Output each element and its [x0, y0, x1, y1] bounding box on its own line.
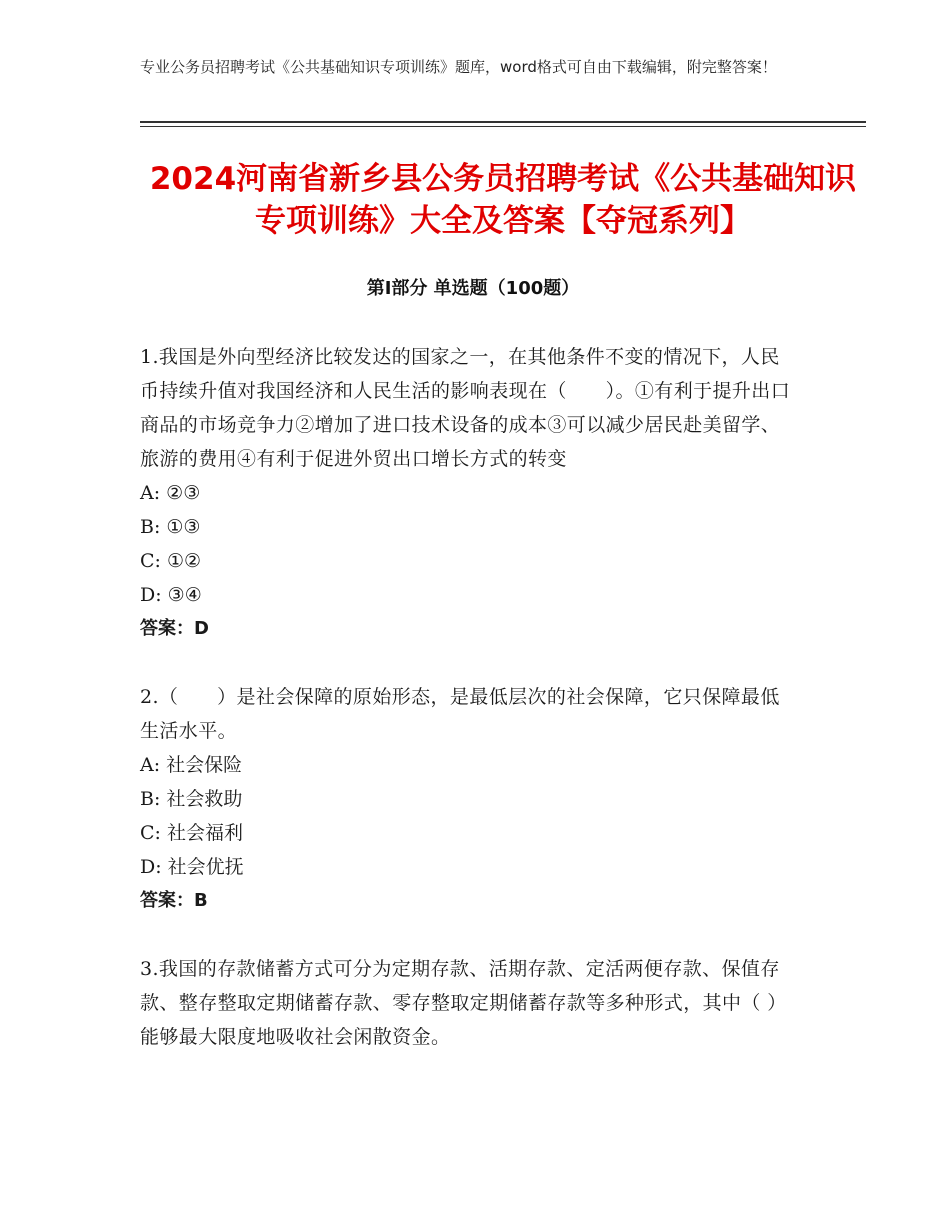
option-d: D: 社会优抚 — [140, 856, 244, 878]
answer: 答案：B — [140, 890, 208, 911]
option-a: A: ②③ — [140, 482, 201, 504]
question-text: 3.我国的存款储蓄方式可分为定期存款、活期存款、定活两便存款、保值存款、整存整取定期储蓄存款、零存整取定期储蓄存款等多种形式，其中（ ）能够最大限度地吸收社会闲散资金。 — [140, 958, 787, 1048]
question-1 — [140, 340, 796, 646]
header-divider-thin — [140, 126, 866, 127]
answer: 答案：D — [140, 618, 209, 639]
question-text: 2.（ ）是社会保障的原始形态，是最低层次的社会保障，它只保障最低生活水平。 — [140, 686, 780, 742]
option-b: B: ①③ — [140, 516, 201, 538]
option-d: D: ③④ — [140, 584, 202, 606]
question-text: 1.我国是外向型经济比较发达的国家之一，在其他条件不变的情况下，人民币持续升值对我国经济和人民生活的影响表现在（ ）。①有利于提升出口商品的市场竞争力②增加了进口技术设备的成本③可以减少居民赴美留学、旅游的费用④有利于促进外贸出口增长方式的转变 — [140, 346, 791, 470]
option-c: C: 社会福利 — [140, 822, 243, 844]
header-divider-thick — [140, 121, 866, 123]
option-b: B: 社会救助 — [140, 788, 243, 810]
document-title: 2024河南省新乡县公务员招聘考试《公共基础知识专项训练》大全及答案【夺冠系列】 — [149, 161, 857, 239]
option-a: A: 社会保险 — [140, 754, 243, 776]
header-note: 专业公务员招聘考试《公共基础知识专项训练》题库，word格式可自由下载编辑，附完整答案！ — [140, 58, 777, 76]
question-3 — [140, 952, 796, 1054]
question-2 — [140, 680, 796, 918]
option-c: C: ①② — [140, 550, 202, 572]
section-title: 第Ⅰ部分 单选题（100题） — [366, 278, 580, 299]
question-list — [140, 340, 796, 1088]
